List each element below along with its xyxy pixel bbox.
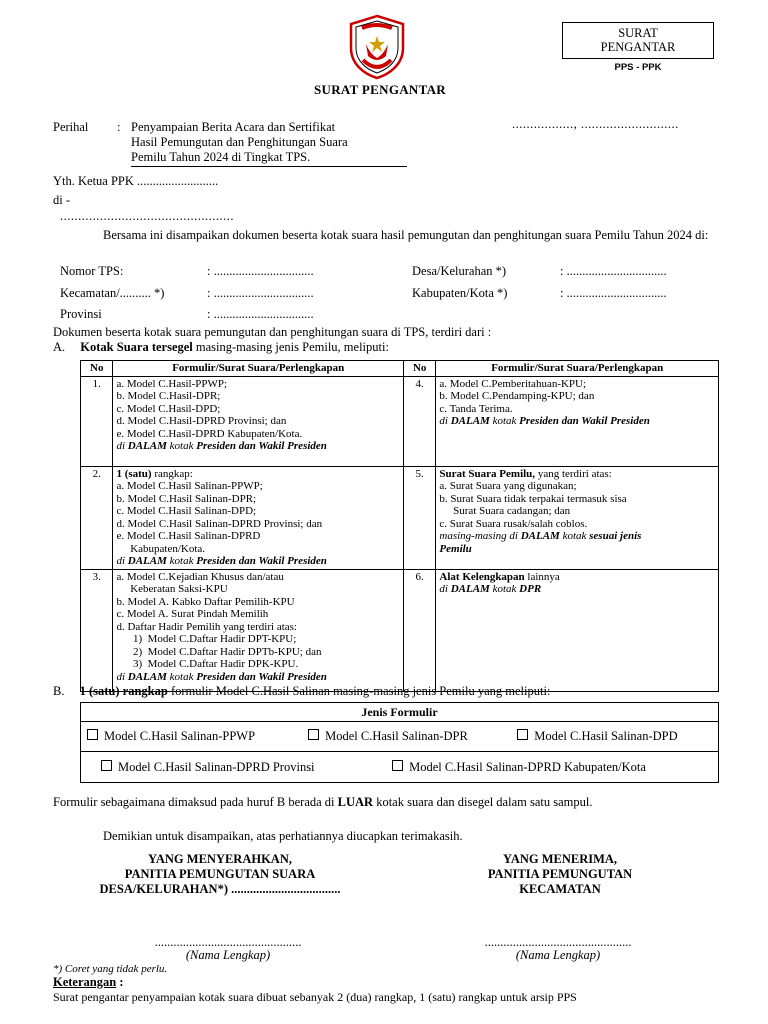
checkbox-label: Model C.Hasil Salinan-DPD bbox=[534, 729, 678, 743]
field-label-desa: Desa/Kelurahan *) bbox=[412, 264, 507, 278]
field-label-provinsi: Provinsi bbox=[60, 307, 102, 321]
note-text: Presiden dan Wakil Presiden bbox=[519, 415, 650, 427]
perihal-label: Perihal bbox=[53, 120, 89, 134]
checkbox-icon[interactable] bbox=[87, 729, 98, 740]
note-text: DALAM bbox=[450, 583, 490, 595]
field-label-kabupaten: Kabupaten/Kota *) bbox=[412, 286, 508, 300]
note-text: di bbox=[439, 415, 451, 427]
note-text: kotak bbox=[166, 670, 197, 683]
keterangan-colon: : bbox=[116, 975, 124, 989]
field-desa[interactable]: : ................................ bbox=[560, 264, 667, 278]
perihal-line1: Penyampaian Berita Acara dan Sertifikat bbox=[131, 120, 336, 134]
signature-right-org: PANITIA PEMUNGUTAN bbox=[487, 867, 633, 881]
table-header-form: Formulir/Surat Suara/Perlengkapan bbox=[113, 361, 404, 377]
signature-left-title: YANG MENYERAHKAN, bbox=[148, 852, 292, 866]
signature-right-title: YANG MENERIMA, bbox=[502, 852, 618, 866]
list-item: d. Model C.Hasil Salinan-DPRD Provinsi; dan bbox=[116, 517, 323, 530]
table-row bbox=[81, 569, 719, 691]
table-header-no: No bbox=[403, 361, 435, 377]
luar-text: Formulir sebagaimana dimaksud pada huruf B berada di bbox=[53, 795, 338, 809]
note-text: Presiden dan Wakil Presiden bbox=[196, 440, 327, 452]
row-content bbox=[436, 569, 719, 691]
list-item: e. Model C.Hasil Salinan-DPRD bbox=[116, 530, 261, 542]
row-number: 5. bbox=[403, 466, 435, 569]
table-header-no: No bbox=[81, 361, 113, 377]
jenis-formulir-options-2 bbox=[81, 752, 719, 783]
jenis-formulir-table bbox=[80, 702, 719, 783]
list-item: d. Daftar Hadir Pemilih yang terdiri atas: bbox=[116, 620, 297, 633]
note-text: sesuai jenis bbox=[589, 530, 642, 542]
kpu-logo-icon bbox=[348, 14, 406, 80]
checkbox-ppwp[interactable] bbox=[87, 729, 305, 744]
recipient-di-field[interactable]: ................................................ bbox=[60, 209, 234, 223]
section-b-heading bbox=[53, 684, 550, 699]
row-note bbox=[439, 415, 715, 428]
footnote: *) Coret yang tidak perlu. bbox=[53, 963, 168, 975]
table-header-form: Formulir/Surat Suara/Perlengkapan bbox=[436, 361, 719, 377]
note-text: DALAM bbox=[450, 415, 490, 427]
perihal-text bbox=[131, 120, 348, 165]
keterangan-label: Keterangan bbox=[53, 975, 117, 989]
list-item: a. Model C.Pemberitahuan-KPU; bbox=[439, 377, 587, 390]
list-item: c. Model C.Hasil-DPD; bbox=[116, 402, 221, 415]
checkbox-icon[interactable] bbox=[517, 729, 528, 740]
signature-left-desa[interactable]: DESA/KELURAHAN*) ................................... bbox=[99, 882, 341, 896]
row-head-rest: yang terdiri atas: bbox=[535, 467, 612, 480]
checkbox-label: Model C.Hasil Salinan-DPRD Kabupaten/Kota bbox=[409, 759, 646, 774]
row-head bbox=[439, 571, 715, 584]
field-kabupaten[interactable]: : ................................ bbox=[560, 286, 667, 300]
list-item: a. Surat Suara yang digunakan; bbox=[439, 480, 577, 492]
badge-title-line2: PENGANTAR bbox=[600, 40, 676, 54]
note-text: DPR bbox=[519, 583, 542, 595]
note-text: di bbox=[116, 440, 128, 452]
note-text: kotak bbox=[489, 583, 520, 595]
list-item: b. Model C.Pendamping-KPU; dan bbox=[439, 390, 595, 402]
recipient-di: di - bbox=[53, 193, 71, 207]
checkbox-label: Model C.Hasil Salinan-PPWP bbox=[104, 729, 256, 743]
note-text: Presiden dan Wakil Presiden bbox=[196, 555, 327, 567]
row-number: 3. bbox=[81, 569, 113, 691]
row-note bbox=[439, 530, 715, 543]
page-title: SURAT PENGANTAR bbox=[314, 82, 446, 97]
checkbox-dprd-kabkota[interactable] bbox=[392, 760, 646, 775]
surat-pengantar-badge bbox=[562, 22, 714, 59]
place-date-field[interactable]: ................., ........................... bbox=[512, 117, 679, 131]
list-item: d. Model C.Hasil-DPRD Provinsi; dan bbox=[116, 415, 287, 427]
section-a-letter: A. bbox=[53, 340, 66, 354]
keterangan-heading bbox=[53, 975, 123, 990]
row-content bbox=[113, 376, 404, 466]
row-number: 1. bbox=[81, 376, 113, 466]
row-head-rest: lainnya bbox=[524, 570, 560, 583]
checkbox-dpr[interactable] bbox=[308, 729, 514, 744]
note-text: DALAM bbox=[127, 440, 167, 452]
row-head-bold: Surat Suara Pemilu, bbox=[439, 467, 536, 480]
list-item: a. Model C.Kejadian Khusus dan/atau bbox=[116, 570, 284, 583]
list-item: a. Model C.Hasil-PPWP; bbox=[116, 377, 228, 390]
perihal-line3: Pemilu Tahun 2024 di Tingkat TPS. bbox=[131, 150, 311, 164]
signature-right-block bbox=[440, 852, 680, 897]
section-b-bold: 1 (satu) rangkap bbox=[79, 684, 168, 698]
signature-left-block bbox=[60, 852, 380, 897]
section-a-heading bbox=[53, 340, 389, 355]
note-text: Presiden dan Wakil Presiden bbox=[196, 670, 327, 683]
row-number: 4. bbox=[403, 376, 435, 466]
badge-title-line1: SURAT bbox=[618, 26, 658, 40]
row-note bbox=[116, 555, 400, 568]
intro-paragraph: Bersama ini disampaikan dokumen beserta kotak suara hasil pemungutan dan penghitungan suara Pemilu Tahun 2024 di: bbox=[103, 228, 709, 242]
note-text: kotak bbox=[489, 415, 520, 427]
list-item: c. Tanda Terima. bbox=[439, 402, 513, 415]
note-text: masing-masing di bbox=[439, 530, 521, 542]
field-provinsi[interactable]: : ................................ bbox=[207, 307, 314, 321]
jenis-formulir-header-row bbox=[81, 703, 719, 722]
section-b-rest: formulir Model C.Hasil Salinan masing-masing jenis Pemilu yang meliputi: bbox=[167, 684, 551, 698]
checkbox-icon[interactable] bbox=[308, 729, 319, 740]
jenis-formulir-row bbox=[81, 752, 719, 783]
list-item: a. Model C.Hasil Salinan-PPWP; bbox=[116, 480, 263, 492]
note-text: DALAM bbox=[127, 555, 167, 567]
signature-left-name: (Nama Lengkap) bbox=[185, 948, 271, 962]
note-text: di bbox=[439, 583, 451, 595]
jenis-formulir-options-1 bbox=[81, 722, 719, 752]
table-header-row bbox=[81, 361, 719, 377]
jenis-formulir-row bbox=[81, 722, 719, 752]
luar-bold: LUAR bbox=[337, 795, 374, 809]
row-content bbox=[113, 569, 404, 691]
list-item: c. Surat Suara rusak/salah coblos. bbox=[439, 517, 588, 530]
list-item: e. Model C.Hasil-DPRD Kabupaten/Kota. bbox=[116, 427, 303, 440]
checkbox-icon[interactable] bbox=[101, 760, 112, 771]
recipient-yth[interactable]: Yth. Ketua PPK .......................... bbox=[53, 174, 219, 188]
list-item: Surat Suara cadangan; dan bbox=[439, 505, 571, 517]
note-text: Pemilu bbox=[439, 542, 472, 555]
checkbox-dpd[interactable] bbox=[517, 729, 677, 744]
section-a-rest: masing-masing jenis Pemilu, meliputi: bbox=[192, 340, 389, 354]
field-label-nomor-tps: Nomor TPS: bbox=[60, 264, 124, 278]
row-content bbox=[436, 466, 719, 569]
signature-right-name: (Nama Lengkap) bbox=[515, 948, 601, 962]
list-item: 2) Model C.Daftar Hadir DPTb-KPU; dan bbox=[116, 645, 322, 658]
section-a-bold: Kotak Suara tersegel bbox=[80, 340, 193, 354]
list-item: 3) Model C.Daftar Hadir DPK-KPU. bbox=[116, 658, 299, 670]
perihal-line2: Hasil Pemungutan dan Penghitungan Suara bbox=[131, 135, 348, 149]
table-row bbox=[81, 466, 719, 569]
row-head-bold: 1 (satu) bbox=[116, 467, 152, 480]
checkbox-label: Model C.Hasil Salinan-DPR bbox=[325, 729, 468, 743]
note-text: di bbox=[116, 555, 128, 567]
row-head-bold: Alat Kelengkapan bbox=[439, 570, 525, 583]
row-number: 2. bbox=[81, 466, 113, 569]
field-label-kecamatan: Kecamatan/.......... *) bbox=[60, 286, 165, 300]
badge-subtitle: PPS - PPK bbox=[614, 62, 662, 73]
kotak-suara-table bbox=[80, 360, 719, 692]
row-head bbox=[439, 468, 715, 481]
field-nomor-tps[interactable]: : ................................ bbox=[207, 264, 314, 278]
row-note bbox=[116, 440, 400, 453]
signature-right-line[interactable]: ............................................... bbox=[484, 935, 632, 949]
note-text: DALAM bbox=[127, 670, 167, 683]
closing-text: Demikian untuk disampaikan, atas perhatiannya diucapkan terimakasih. bbox=[103, 829, 463, 843]
jenis-formulir-header: Jenis Formulir bbox=[81, 703, 719, 722]
list-item: b. Model C.Hasil Salinan-DPR; bbox=[116, 492, 257, 505]
list-item: Keberatan Saksi-KPU bbox=[116, 583, 228, 595]
list-item: b. Model C.Hasil-DPR; bbox=[116, 390, 221, 402]
note-text: DALAM bbox=[520, 530, 560, 542]
checkbox-label: Model C.Hasil Salinan-DPRD Provinsi bbox=[118, 759, 315, 774]
note-text: di bbox=[116, 670, 128, 683]
signature-left-org: PANITIA PEMUNGUTAN SUARA bbox=[124, 867, 316, 881]
row-head bbox=[116, 468, 400, 481]
checkbox-dprd-provinsi[interactable] bbox=[101, 760, 389, 775]
note-text: kotak bbox=[166, 440, 197, 452]
list-item: c. Model A. Surat Pindah Memilih bbox=[116, 608, 269, 620]
perihal-colon: : bbox=[117, 120, 121, 134]
row-content bbox=[113, 466, 404, 569]
table-row bbox=[81, 376, 719, 466]
luar-paragraph bbox=[53, 795, 715, 810]
row-note bbox=[439, 583, 715, 596]
row-note bbox=[116, 671, 400, 684]
docs-intro: Dokumen beserta kotak suara pemungutan dan penghitungan suara di TPS, terdiri dari : bbox=[53, 325, 492, 339]
section-b-letter: B. bbox=[53, 684, 65, 698]
luar-text: kotak suara dan disegel dalam satu sampul. bbox=[373, 795, 593, 809]
signature-right-kec: KECAMATAN bbox=[519, 882, 601, 896]
list-item: Kabupaten/Kota. bbox=[116, 542, 206, 555]
row-number: 6. bbox=[403, 569, 435, 691]
checkbox-icon[interactable] bbox=[392, 760, 403, 771]
list-item: b. Model A. Kabko Daftar Pemilih-KPU bbox=[116, 595, 295, 608]
perihal-underline bbox=[131, 166, 407, 167]
keterangan-text: Surat pengantar penyampaian kotak suara dibuat sebanyak 2 (dua) rangkap, 1 (satu) rangkap untuk arsip PPS bbox=[53, 990, 577, 1004]
list-item: b. Surat Suara tidak terpakai termasuk sisa bbox=[439, 492, 627, 505]
note-text: kotak bbox=[559, 530, 590, 542]
signature-left-line[interactable]: ............................................... bbox=[154, 935, 302, 949]
list-item: c. Model C.Hasil Salinan-DPD; bbox=[116, 505, 257, 517]
row-content bbox=[436, 376, 719, 466]
note-text: kotak bbox=[166, 555, 197, 567]
field-kecamatan[interactable]: : ................................ bbox=[207, 286, 314, 300]
row-head-rest: rangkap: bbox=[151, 467, 193, 480]
list-item: 1) Model C.Daftar Hadir DPT-KPU; bbox=[116, 633, 297, 645]
